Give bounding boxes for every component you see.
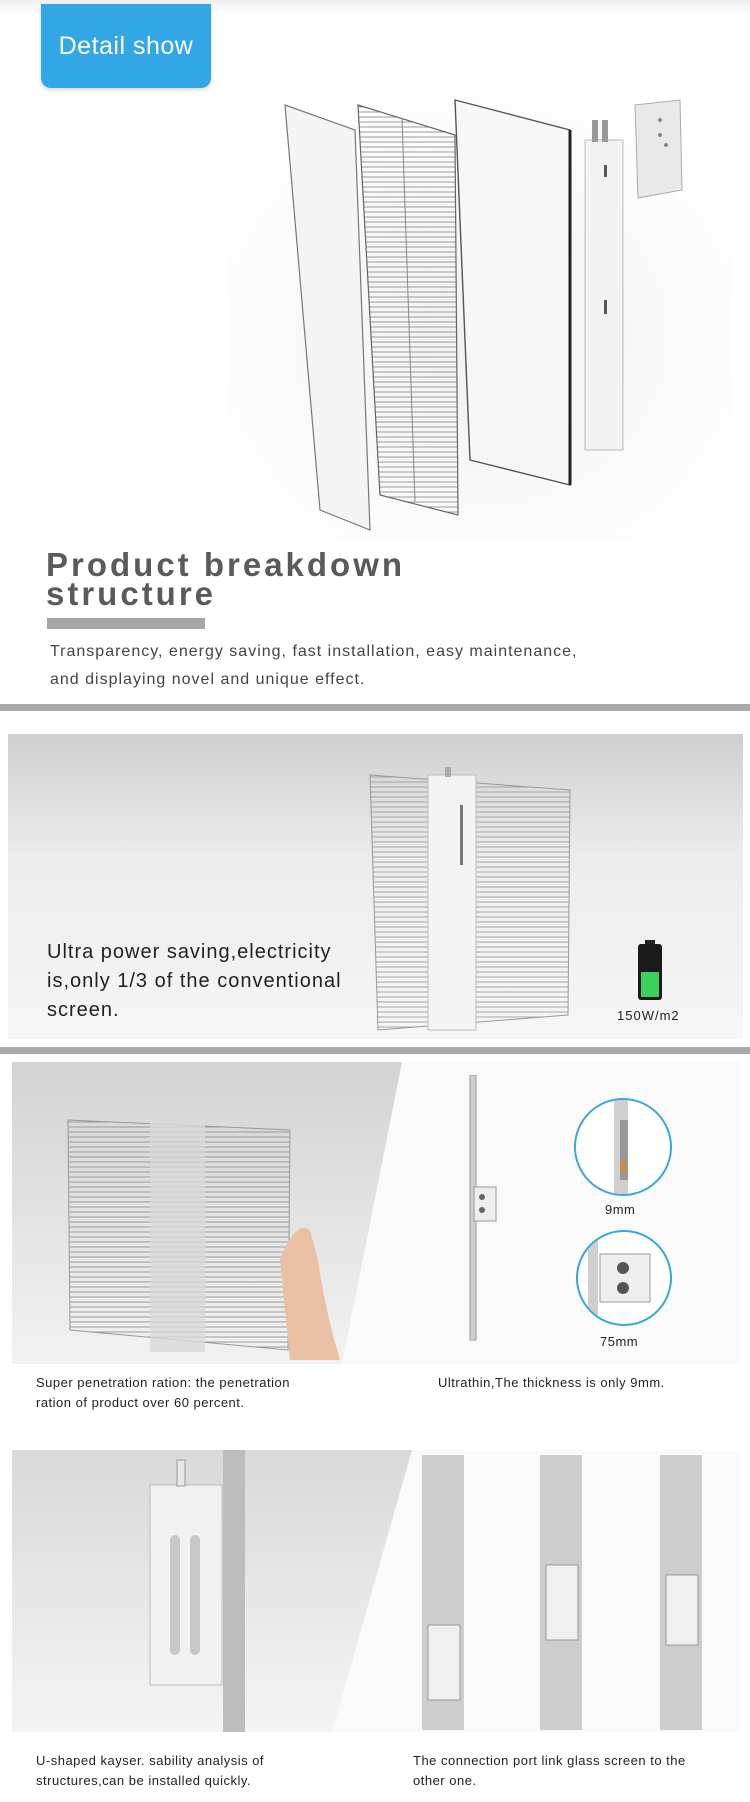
connection-line2: other one.: [413, 1773, 477, 1788]
thickness-75mm-detail: [576, 1230, 672, 1326]
connection-caption: [413, 1751, 686, 1791]
title-underline: [47, 618, 205, 629]
side-profile-illustration: [462, 1075, 502, 1345]
thickness-75mm-label: 75mm: [600, 1334, 639, 1349]
penetration-caption: [36, 1373, 290, 1413]
power-line3: screen.: [47, 999, 120, 1021]
thickness-9mm-detail: [574, 1098, 672, 1196]
thickness-9mm-label: 9mm: [605, 1202, 636, 1217]
back-panel: [455, 100, 570, 485]
battery-icon: [636, 940, 664, 1002]
divider: [0, 1047, 750, 1054]
kayser-line2: structures,can be installed quickly.: [36, 1773, 252, 1788]
mounting-bracket: [635, 100, 682, 198]
detail-show-badge: Detail show: [41, 4, 211, 88]
kayser-caption: [36, 1751, 264, 1791]
penetration-illustration: [60, 1110, 340, 1360]
section-title-line2: structure: [46, 575, 217, 612]
description-line1: Transparency, energy saving, fast installation, easy maintenance,: [50, 643, 578, 660]
power-box: [585, 140, 623, 450]
divider: [0, 704, 750, 711]
description-line2: and displaying novel and unique effect.: [50, 671, 366, 688]
connection-line1: The connection port link glass screen to the: [413, 1753, 686, 1768]
hand-illustration: [280, 1228, 340, 1360]
penetration-line1: Super penetration ration: the penetration: [36, 1375, 290, 1390]
power-line2: is,only 1/3 of the conventional: [47, 970, 342, 992]
u-kayser-illustration: [145, 1450, 255, 1732]
connection-port-illustration: [410, 1455, 720, 1730]
product-exploded-illustration: [230, 90, 730, 540]
power-value: 150W/m2: [617, 1008, 680, 1023]
power-line1: Ultra power saving,electricity: [47, 941, 332, 963]
section-title: [46, 546, 406, 612]
section-title-line1: Product breakdown: [46, 546, 406, 583]
ultrathin-subpanel: [342, 1062, 740, 1364]
led-module-illustration: [360, 765, 580, 1035]
section-description: [50, 638, 577, 694]
kayser-line1: U-shaped kayser. sability analysis of: [36, 1753, 265, 1768]
penetration-line2: ration of product over 60 percent.: [36, 1395, 245, 1410]
power-saving-text: [47, 938, 377, 1025]
ultrathin-caption: Ultrathin,The thickness is only 9mm.: [438, 1375, 665, 1390]
